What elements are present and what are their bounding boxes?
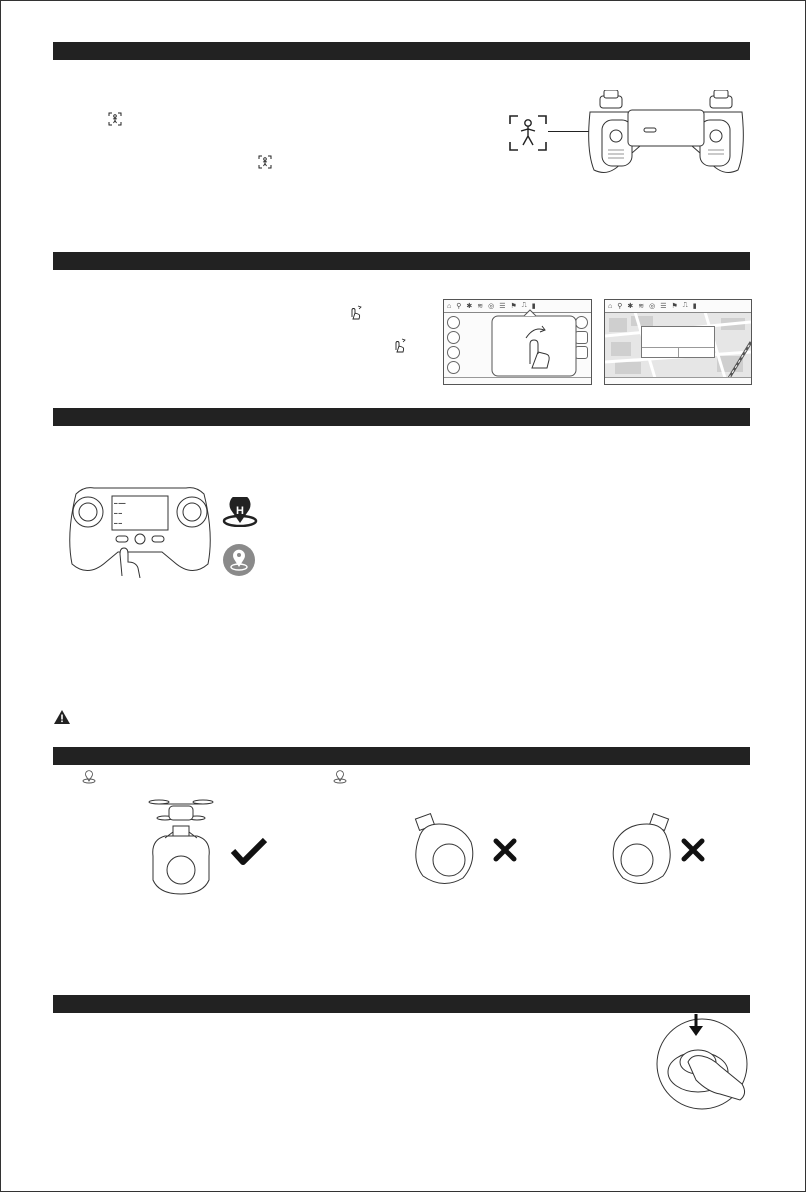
dialog-divider (678, 347, 679, 357)
gesture-icon (392, 338, 406, 353)
section-bar-return-home (53, 408, 750, 426)
person-wrong-orientation-illustration (605, 812, 681, 888)
svg-text:H: H (236, 505, 244, 517)
status-bar: ⌂ ⚲ ✱ ≋ ◎ ☰ ⚑ ⎍ ▮ (444, 300, 591, 313)
cross-icon (680, 837, 706, 863)
press-stick-illustration (656, 1014, 752, 1112)
app-round-button[interactable] (447, 346, 460, 359)
warning-icon (53, 709, 71, 725)
person-wrong-orientation-illustration (405, 812, 481, 888)
section-bar-calibration (53, 747, 750, 765)
svg-text:▬ ▬: ▬ ▬ (114, 511, 122, 515)
home-marker-grey-icon (333, 770, 347, 784)
screen-footer (444, 377, 591, 384)
section-bar-press-stick (53, 995, 750, 1013)
person-holding-drone-illustration (143, 796, 219, 896)
face-follow-icon-large (508, 114, 548, 152)
face-follow-icon (258, 155, 272, 169)
section-bar-face-follow (53, 42, 750, 60)
cross-icon (492, 837, 518, 863)
map-dialog (641, 326, 715, 358)
app-round-button[interactable] (447, 331, 460, 344)
screen-footer (605, 377, 751, 384)
svg-text:▬ ▬: ▬ ▬ (114, 521, 122, 525)
home-marker-icon (222, 497, 258, 527)
section-bar-gesture (53, 252, 750, 270)
gesture-popup (484, 308, 584, 378)
status-bar: ⌂ ⚲ ✱ ≋ ◎ ☰ ⚑ ⎍ ▮ (605, 300, 751, 313)
face-follow-icon (108, 112, 122, 126)
controller-illustration (580, 90, 752, 178)
check-icon (230, 836, 268, 866)
home-marker-icon (82, 770, 96, 784)
svg-text:▬ ▬▬: ▬ ▬▬ (114, 501, 126, 505)
controller-press-illustration (66, 484, 214, 578)
app-screen-gesture (443, 299, 592, 385)
app-round-button[interactable] (447, 316, 460, 329)
home-marker-grey-icon (222, 543, 256, 577)
app-screen-map (604, 299, 752, 385)
gesture-icon (348, 305, 362, 320)
app-round-button[interactable] (447, 361, 460, 374)
